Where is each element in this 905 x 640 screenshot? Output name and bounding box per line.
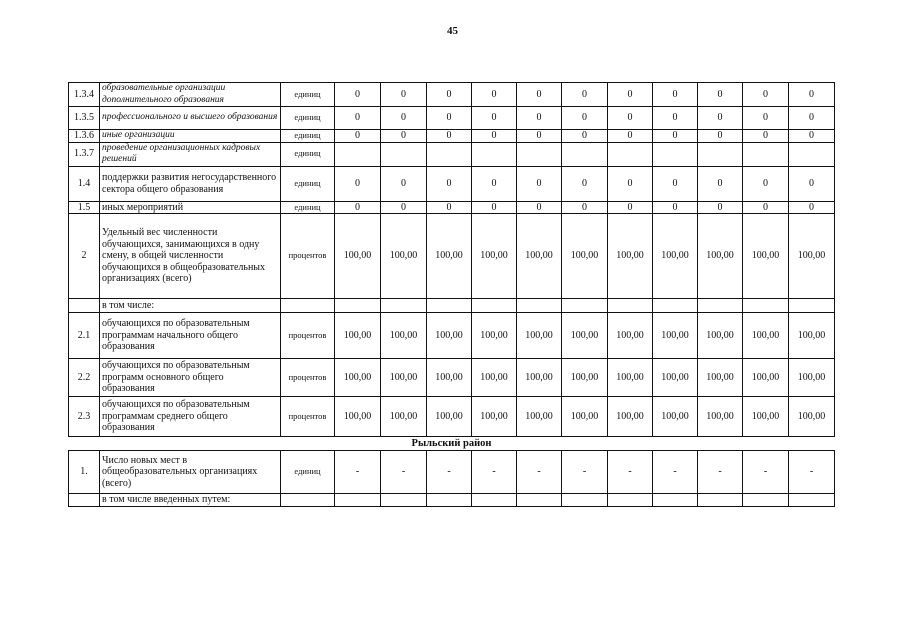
value-cell: 100,00 xyxy=(698,214,743,299)
table-row xyxy=(69,397,835,437)
indicator-name: проведение организационных кадровых решений xyxy=(100,142,281,166)
value-cell: 0 xyxy=(698,83,743,107)
value-cell: 100,00 xyxy=(562,397,608,437)
row-number: 1.3.5 xyxy=(69,107,100,130)
value-cell: 0 xyxy=(562,83,608,107)
unit-cell: единиц xyxy=(281,451,335,494)
value-cell xyxy=(743,494,789,507)
value-cell: 0 xyxy=(335,130,381,143)
indicator-name: Удельный вес численности обучающихся, занимающихся в одну смену, в общей численности обучающихся в общеобразовательных организациях (всего) xyxy=(100,214,281,299)
value-cell: 100,00 xyxy=(381,313,427,359)
indicator-name: Число новых мест в общеобразовательных организациях (всего) xyxy=(100,451,281,494)
value-cell: 100,00 xyxy=(517,359,562,397)
unit-cell: единиц xyxy=(281,130,335,143)
value-cell: 0 xyxy=(562,201,608,214)
value-cell: 100,00 xyxy=(653,313,698,359)
value-cell xyxy=(335,494,381,507)
row-number: 1. xyxy=(69,451,100,494)
value-cell xyxy=(517,142,562,166)
value-cell: 0 xyxy=(608,166,653,201)
value-cell: 0 xyxy=(789,130,835,143)
value-cell: 0 xyxy=(562,166,608,201)
table-row xyxy=(69,214,835,299)
unit-cell: единиц xyxy=(281,83,335,107)
indicator-name: профессионального и высшего образования xyxy=(100,107,281,130)
row-number: 1.5 xyxy=(69,201,100,214)
value-cell: 0 xyxy=(427,107,472,130)
row-number xyxy=(69,299,100,313)
value-cell: 100,00 xyxy=(381,214,427,299)
value-cell: 100,00 xyxy=(698,397,743,437)
value-cell: 0 xyxy=(472,83,517,107)
value-cell: 0 xyxy=(517,130,562,143)
value-cell: 0 xyxy=(608,107,653,130)
unit-cell: единиц xyxy=(281,107,335,130)
value-cell: 100,00 xyxy=(381,359,427,397)
table-row xyxy=(69,142,835,166)
unit-cell xyxy=(281,494,335,507)
row-number: 2.3 xyxy=(69,397,100,437)
row-number: 2.1 xyxy=(69,313,100,359)
indicator-name: в том числе: xyxy=(100,299,281,313)
value-cell: 0 xyxy=(653,130,698,143)
value-cell xyxy=(381,142,427,166)
value-cell: 100,00 xyxy=(743,313,789,359)
value-cell xyxy=(427,142,472,166)
value-cell xyxy=(427,299,472,313)
value-cell xyxy=(653,142,698,166)
value-cell xyxy=(789,142,835,166)
value-cell: 100,00 xyxy=(472,397,517,437)
indicator-name: обучающихся по образовательным программам среднего общего образования xyxy=(100,397,281,437)
value-cell xyxy=(381,494,427,507)
value-cell: - xyxy=(608,451,653,494)
value-cell: - xyxy=(517,451,562,494)
value-cell: 0 xyxy=(698,166,743,201)
indicator-name: в том числе введенных путем: xyxy=(100,494,281,507)
value-cell xyxy=(381,299,427,313)
value-cell: 0 xyxy=(427,130,472,143)
value-cell: - xyxy=(472,451,517,494)
value-cell: 100,00 xyxy=(698,359,743,397)
unit-cell: процентов xyxy=(281,397,335,437)
value-cell: 0 xyxy=(472,166,517,201)
value-cell: 0 xyxy=(653,107,698,130)
unit-cell: единиц xyxy=(281,201,335,214)
value-cell: 0 xyxy=(381,107,427,130)
value-cell xyxy=(562,494,608,507)
row-number: 2 xyxy=(69,214,100,299)
table-row xyxy=(69,201,835,214)
value-cell: 0 xyxy=(335,107,381,130)
value-cell: 0 xyxy=(743,83,789,107)
value-cell: 0 xyxy=(381,83,427,107)
value-cell: 100,00 xyxy=(743,397,789,437)
value-cell: 100,00 xyxy=(653,397,698,437)
value-cell: 0 xyxy=(517,201,562,214)
value-cell xyxy=(427,494,472,507)
value-cell: 100,00 xyxy=(653,359,698,397)
indicator-name: обучающихся по образовательным программам начального общего образования xyxy=(100,313,281,359)
value-cell: 0 xyxy=(698,107,743,130)
value-cell: 0 xyxy=(427,201,472,214)
value-cell xyxy=(653,494,698,507)
indicator-table xyxy=(68,82,835,507)
value-cell: - xyxy=(562,451,608,494)
value-cell: 0 xyxy=(335,166,381,201)
value-cell xyxy=(517,299,562,313)
indicator-name: образовательные организации дополнительного образования xyxy=(100,83,281,107)
value-cell xyxy=(562,299,608,313)
value-cell: - xyxy=(427,451,472,494)
value-cell: 0 xyxy=(789,107,835,130)
table-row xyxy=(69,313,835,359)
value-cell: 0 xyxy=(472,201,517,214)
value-cell: - xyxy=(698,451,743,494)
value-cell: 0 xyxy=(335,201,381,214)
value-cell: 0 xyxy=(562,107,608,130)
row-number: 1.4 xyxy=(69,166,100,201)
value-cell: 100,00 xyxy=(517,214,562,299)
indicator-name: обучающихся по образовательным программ основного общего образования xyxy=(100,359,281,397)
value-cell: 0 xyxy=(698,130,743,143)
indicator-name: иных мероприятий xyxy=(100,201,281,214)
row-number: 1.3.7 xyxy=(69,142,100,166)
value-cell: - xyxy=(381,451,427,494)
value-cell xyxy=(472,494,517,507)
table-row xyxy=(69,299,835,313)
value-cell: 100,00 xyxy=(427,313,472,359)
value-cell: 100,00 xyxy=(472,214,517,299)
value-cell: - xyxy=(789,451,835,494)
value-cell: 100,00 xyxy=(789,397,835,437)
value-cell: - xyxy=(335,451,381,494)
table-row xyxy=(69,166,835,201)
value-cell: 0 xyxy=(517,83,562,107)
value-cell: 100,00 xyxy=(608,313,653,359)
value-cell: 100,00 xyxy=(698,313,743,359)
value-cell: 100,00 xyxy=(427,397,472,437)
region-title: Рыльский район xyxy=(69,437,835,451)
value-cell: 100,00 xyxy=(562,214,608,299)
value-cell: 100,00 xyxy=(789,359,835,397)
value-cell: 0 xyxy=(381,130,427,143)
value-cell xyxy=(743,299,789,313)
value-cell xyxy=(698,494,743,507)
value-cell: 0 xyxy=(517,166,562,201)
value-cell: 0 xyxy=(743,130,789,143)
value-cell xyxy=(698,299,743,313)
value-cell: 100,00 xyxy=(789,313,835,359)
value-cell xyxy=(789,299,835,313)
value-cell: 0 xyxy=(653,201,698,214)
table-row xyxy=(69,494,835,507)
value-cell: 100,00 xyxy=(517,397,562,437)
unit-cell: процентов xyxy=(281,214,335,299)
unit-cell: процентов xyxy=(281,359,335,397)
value-cell xyxy=(608,494,653,507)
value-cell: 100,00 xyxy=(743,214,789,299)
value-cell xyxy=(335,299,381,313)
value-cell: 0 xyxy=(743,107,789,130)
value-cell: 0 xyxy=(789,201,835,214)
value-cell: - xyxy=(653,451,698,494)
value-cell: 100,00 xyxy=(472,359,517,397)
value-cell xyxy=(653,299,698,313)
value-cell: 0 xyxy=(381,201,427,214)
table-row xyxy=(69,130,835,143)
value-cell: 100,00 xyxy=(472,313,517,359)
value-cell: 0 xyxy=(517,107,562,130)
value-cell: 100,00 xyxy=(517,313,562,359)
value-cell: 100,00 xyxy=(335,313,381,359)
value-cell: 100,00 xyxy=(335,397,381,437)
value-cell: 0 xyxy=(472,107,517,130)
value-cell xyxy=(698,142,743,166)
value-cell: 0 xyxy=(789,166,835,201)
value-cell: 0 xyxy=(608,83,653,107)
value-cell: 0 xyxy=(472,130,517,143)
unit-cell: единиц xyxy=(281,142,335,166)
indicator-name: поддержки развития негосударственного сектора общего образования xyxy=(100,166,281,201)
value-cell xyxy=(562,142,608,166)
table-row xyxy=(69,359,835,397)
value-cell xyxy=(472,299,517,313)
value-cell: 100,00 xyxy=(743,359,789,397)
value-cell: 100,00 xyxy=(381,397,427,437)
row-number xyxy=(69,494,100,507)
value-cell: 0 xyxy=(335,83,381,107)
value-cell xyxy=(335,142,381,166)
row-number: 1.3.4 xyxy=(69,83,100,107)
value-cell: 100,00 xyxy=(608,397,653,437)
value-cell: 0 xyxy=(608,201,653,214)
indicator-name: иные организации xyxy=(100,130,281,143)
value-cell: 0 xyxy=(427,83,472,107)
value-cell: 100,00 xyxy=(562,359,608,397)
value-cell: 100,00 xyxy=(608,214,653,299)
value-cell xyxy=(472,142,517,166)
unit-cell: единиц xyxy=(281,166,335,201)
unit-cell: процентов xyxy=(281,313,335,359)
value-cell: 100,00 xyxy=(427,214,472,299)
value-cell: 100,00 xyxy=(562,313,608,359)
value-cell: 0 xyxy=(653,166,698,201)
value-cell: 0 xyxy=(743,166,789,201)
value-cell xyxy=(789,494,835,507)
table-row xyxy=(69,451,835,494)
value-cell: 100,00 xyxy=(335,359,381,397)
page-number: 45 xyxy=(447,25,458,37)
value-cell: 100,00 xyxy=(789,214,835,299)
value-cell: 0 xyxy=(381,166,427,201)
region-row xyxy=(69,437,835,451)
value-cell: 0 xyxy=(789,83,835,107)
value-cell: 0 xyxy=(562,130,608,143)
value-cell xyxy=(517,494,562,507)
value-cell: 0 xyxy=(743,201,789,214)
value-cell: 0 xyxy=(653,83,698,107)
value-cell xyxy=(608,299,653,313)
value-cell xyxy=(608,142,653,166)
unit-cell xyxy=(281,299,335,313)
value-cell: 100,00 xyxy=(335,214,381,299)
value-cell xyxy=(743,142,789,166)
table-row xyxy=(69,107,835,130)
value-cell: - xyxy=(743,451,789,494)
value-cell: 100,00 xyxy=(427,359,472,397)
row-number: 1.3.6 xyxy=(69,130,100,143)
value-cell: 0 xyxy=(698,201,743,214)
value-cell: 100,00 xyxy=(653,214,698,299)
value-cell: 0 xyxy=(427,166,472,201)
value-cell: 100,00 xyxy=(608,359,653,397)
row-number: 2.2 xyxy=(69,359,100,397)
table-row xyxy=(69,83,835,107)
value-cell: 0 xyxy=(608,130,653,143)
